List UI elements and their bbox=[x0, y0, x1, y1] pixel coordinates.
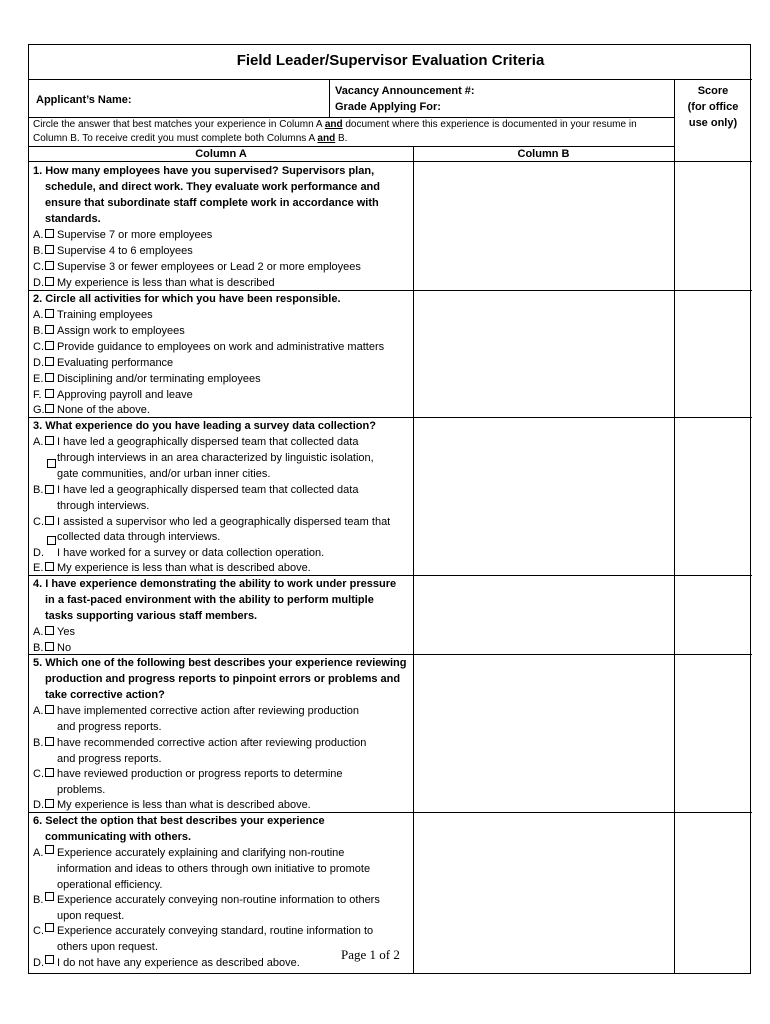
q3-option-c-checkbox[interactable] bbox=[45, 516, 54, 525]
q1-line-4: standards. bbox=[45, 213, 101, 225]
q3-option-d-text: I have worked for a survey or data collection operation. bbox=[57, 547, 325, 559]
q3-option-b-letter: B. bbox=[33, 484, 44, 496]
q6-option-a-letter: A. bbox=[33, 847, 44, 859]
rule-after-q1 bbox=[29, 290, 752, 291]
q3-option-e-letter: E. bbox=[33, 562, 44, 574]
column-a-header: Column A bbox=[195, 148, 247, 160]
q2-option-g-text: None of the above. bbox=[57, 404, 150, 416]
q4-option-b-letter: B. bbox=[33, 642, 44, 654]
q2-option-c-letter: C. bbox=[33, 341, 44, 353]
q3-option-c-text-1: I assisted a supervisor who led a geographically dispersed team that bbox=[57, 516, 391, 528]
q6-option-c-text-2: others upon request. bbox=[57, 941, 158, 953]
q6-option-c-text-1: Experience accurately conveying standard, routine information to bbox=[57, 925, 374, 937]
q6-option-d-checkbox[interactable] bbox=[45, 955, 54, 964]
q1-option-c-text: Supervise 3 or fewer employees or Lead 2 or more employees bbox=[57, 261, 361, 273]
q2-option-b-checkbox[interactable] bbox=[45, 325, 54, 334]
q2-line-1: 2. Circle all activities for which you have been responsible. bbox=[33, 293, 341, 305]
q5-option-b-checkbox[interactable] bbox=[45, 737, 54, 746]
q6-option-b-text-1: Experience accurately conveying non-routine information to others bbox=[57, 894, 380, 906]
q3-option-e-text: My experience is less than what is described above. bbox=[57, 562, 311, 574]
q1-option-b-text: Supervise 4 to 6 employees bbox=[57, 245, 193, 257]
rule-after-q2 bbox=[29, 417, 752, 418]
q6-option-b-text-2: upon request. bbox=[57, 910, 125, 922]
score-line-1: Score bbox=[697, 85, 729, 97]
q2-option-f-checkbox[interactable] bbox=[45, 389, 54, 398]
q4-option-a-letter: A. bbox=[33, 626, 44, 638]
q1-line-2: schedule, and direct work. They evaluate work performance and bbox=[45, 181, 380, 193]
q3-option-d-letter: D. bbox=[33, 547, 44, 559]
q1-option-a-checkbox[interactable] bbox=[45, 229, 54, 238]
q3-option-e-checkbox[interactable] bbox=[45, 562, 54, 571]
q5-option-a-checkbox[interactable] bbox=[45, 705, 54, 714]
q1-option-a-letter: A. bbox=[33, 229, 44, 241]
rule-after-q4 bbox=[29, 654, 752, 655]
q4-option-b-text: No bbox=[57, 642, 72, 654]
q2-option-f-text: Approving payroll and leave bbox=[57, 389, 193, 401]
q3-option-a-text-3: gate communities, and/or urban inner cities. bbox=[57, 468, 271, 480]
q3-option-c-text-2: collected data through interviews. bbox=[57, 531, 221, 543]
score-line-3: use only) bbox=[688, 117, 738, 129]
q2-option-c-text: Provide guidance to employees on work and administrative matters bbox=[57, 341, 385, 353]
q1-option-b-checkbox[interactable] bbox=[45, 245, 54, 254]
q3-option-c-letter: C. bbox=[33, 516, 44, 528]
q3-line-1: 3. What experience do you have leading a survey data collection? bbox=[33, 420, 376, 432]
q2-option-a-checkbox[interactable] bbox=[45, 309, 54, 318]
q3-option-a-letter: A. bbox=[33, 436, 44, 448]
q4-line-3: tasks supporting various staff members. bbox=[45, 610, 258, 622]
q1-option-d-text: My experience is less than what is described bbox=[57, 277, 275, 289]
q3-extra-checkbox-2[interactable] bbox=[47, 536, 56, 545]
q2-option-g-letter: G. bbox=[33, 404, 45, 416]
q2-option-f-letter: F. bbox=[33, 389, 42, 401]
q3-option-a-text-1: I have led a geographically dispersed team that collected data bbox=[57, 436, 359, 448]
q1-option-a-text: Supervise 7 or more employees bbox=[57, 229, 213, 241]
q2-option-b-letter: B. bbox=[33, 325, 44, 337]
q5-line-3: take corrective action? bbox=[45, 689, 165, 701]
q6-option-c-checkbox[interactable] bbox=[45, 923, 54, 932]
q1-line-3: ensure that subordinate staff complete work in accordance with bbox=[45, 197, 379, 209]
divider-column-a-b bbox=[413, 146, 414, 974]
q6-option-b-checkbox[interactable] bbox=[45, 892, 54, 901]
column-b-header: Column B bbox=[517, 148, 570, 160]
q6-option-d-letter: D. bbox=[33, 957, 44, 969]
q4-line-2: in a fast-paced environment with the ability to perform multiple bbox=[45, 594, 374, 606]
q2-option-a-text: Training employees bbox=[57, 309, 153, 321]
q2-option-e-letter: E. bbox=[33, 373, 44, 385]
divider-score-column bbox=[674, 80, 675, 974]
q5-option-a-text-1: have implemented corrective action after reviewing production bbox=[57, 705, 360, 717]
q1-option-b-letter: B. bbox=[33, 245, 44, 257]
instructions-line-2: Column B. To receive credit you must complete both Columns A and B. bbox=[33, 133, 348, 144]
score-header bbox=[675, 83, 751, 131]
q3-option-a-checkbox[interactable] bbox=[45, 436, 54, 445]
q3-option-b-checkbox[interactable] bbox=[45, 485, 54, 494]
q5-option-d-text: My experience is less than what is described above. bbox=[57, 799, 311, 811]
q4-line-1: 4. I have experience demonstrating the ability to work under pressure bbox=[33, 578, 397, 590]
q5-option-c-text-2: problems. bbox=[57, 784, 106, 796]
q3-option-b-text-2: through interviews. bbox=[57, 500, 150, 512]
q6-option-a-text-3: operational efficiency. bbox=[57, 879, 163, 891]
score-line-2: (for office bbox=[687, 101, 739, 113]
q4-option-a-checkbox[interactable] bbox=[45, 626, 54, 635]
q6-option-a-checkbox[interactable] bbox=[45, 845, 54, 854]
q2-option-d-checkbox[interactable] bbox=[45, 357, 54, 366]
rule-under-column-headers bbox=[29, 161, 752, 162]
q6-option-a-text-2: information and ideas to others through own initiative to promote bbox=[57, 863, 371, 875]
instructions-line-1: Circle the answer that best matches your experience in Column A and document where this experience is documented in your resume in bbox=[33, 119, 637, 130]
q3-option-b-text-1: I have led a geographically dispersed team that collected data bbox=[57, 484, 359, 496]
q1-option-d-letter: D. bbox=[33, 277, 44, 289]
rule-after-q3 bbox=[29, 575, 752, 576]
q5-option-a-text-2: and progress reports. bbox=[57, 721, 162, 733]
rule-after-q5 bbox=[29, 812, 752, 813]
q5-line-2: production and progress reports to pinpoint errors or problems and bbox=[45, 673, 401, 685]
q5-line-1: 5. Which one of the following best describes your experience reviewing bbox=[33, 657, 407, 669]
q4-option-a-text: Yes bbox=[57, 626, 75, 638]
q6-option-b-letter: B. bbox=[33, 894, 44, 906]
evaluation-form bbox=[28, 44, 751, 974]
grade-applying-label: Grade Applying For: bbox=[335, 101, 441, 113]
rule-under-title bbox=[29, 79, 752, 80]
q5-option-d-checkbox[interactable] bbox=[45, 799, 54, 808]
q2-option-e-checkbox[interactable] bbox=[45, 373, 54, 382]
q2-option-e-text: Disciplining and/or terminating employees bbox=[57, 373, 261, 385]
q6-line-1: 6. Select the option that best describes your experience bbox=[33, 815, 325, 827]
q6-option-d-text: I do not have any experience as described above. bbox=[57, 957, 300, 969]
q5-option-b-text-1: have recommended corrective action after reviewing production bbox=[57, 737, 367, 749]
q1-option-c-checkbox[interactable] bbox=[45, 261, 54, 270]
q1-option-c-letter: C. bbox=[33, 261, 44, 273]
divider-applicant-vacancy bbox=[329, 80, 330, 117]
q3-extra-checkbox-1[interactable] bbox=[47, 459, 56, 468]
q5-option-c-text-1: have reviewed production or progress reports to determine bbox=[57, 768, 343, 780]
q2-option-c-checkbox[interactable] bbox=[45, 341, 54, 350]
q3-option-a-text-2: through interviews in an area characterized by linguistic isolation, bbox=[57, 452, 374, 464]
q6-option-a-text-1: Experience accurately explaining and clarifying non-routine bbox=[57, 847, 345, 859]
applicant-name-label: Applicant’s Name: bbox=[36, 94, 132, 106]
q6-option-c-letter: C. bbox=[33, 925, 44, 937]
page-number: Page 1 of 2 bbox=[341, 947, 400, 962]
q5-option-c-letter: C. bbox=[33, 768, 44, 780]
q5-option-b-letter: B. bbox=[33, 737, 44, 749]
vacancy-announcement-label: Vacancy Announcement #: bbox=[335, 85, 475, 97]
q5-option-a-letter: A. bbox=[33, 705, 44, 717]
q1-option-d-checkbox[interactable] bbox=[45, 277, 54, 286]
q2-option-d-text: Evaluating performance bbox=[57, 357, 174, 369]
q4-option-b-checkbox[interactable] bbox=[45, 642, 54, 651]
q5-option-c-checkbox[interactable] bbox=[45, 768, 54, 777]
q5-option-d-letter: D. bbox=[33, 799, 44, 811]
q1-line-1: 1. How many employees have you supervised? Supervisors plan, bbox=[33, 165, 375, 177]
q2-option-a-letter: A. bbox=[33, 309, 44, 321]
q5-option-b-text-2: and progress reports. bbox=[57, 753, 162, 765]
q2-option-g-checkbox[interactable] bbox=[45, 404, 54, 413]
q2-option-d-letter: D. bbox=[33, 357, 44, 369]
q6-line-2: communicating with others. bbox=[45, 831, 192, 843]
q2-option-b-text: Assign work to employees bbox=[57, 325, 185, 337]
form-title: Field Leader/Supervisor Evaluation Criteria bbox=[236, 52, 545, 69]
